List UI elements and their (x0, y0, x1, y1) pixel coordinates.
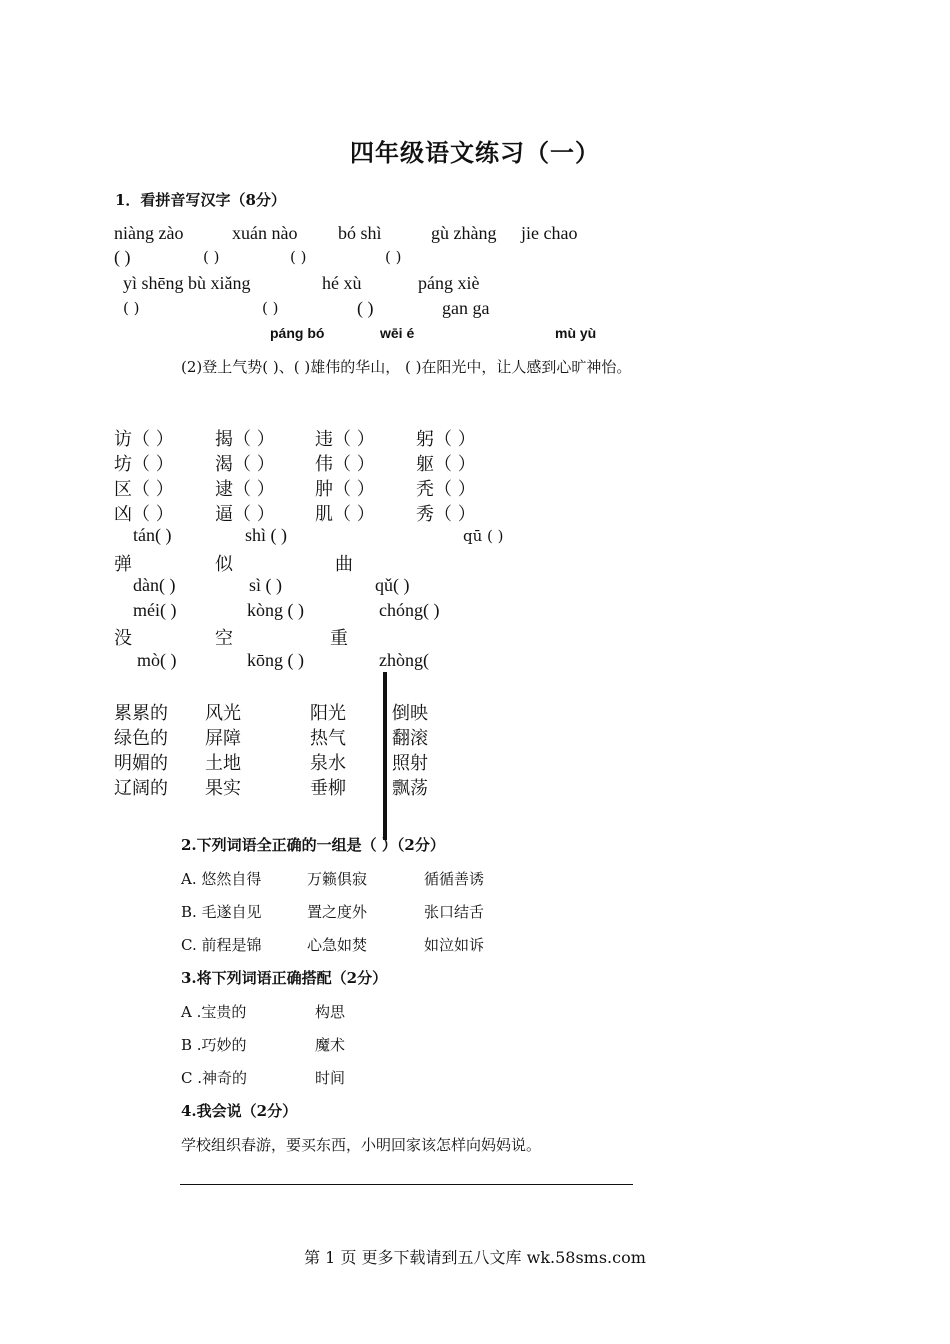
pinyin: páng xiè (418, 273, 480, 293)
pinyin: páng bó (270, 325, 325, 341)
q1-heading: 1．看拼音写汉字（8分） (115, 191, 286, 209)
match-word: 土地 (205, 753, 241, 774)
match-word: 泉水 (310, 753, 346, 774)
pinyin: yì shēng bù xiǎng (123, 273, 251, 293)
char-item: 访（ ） (114, 429, 174, 450)
q4-prompt: 学校组织春游，要买东西，小明回家该怎样向妈妈说。 (181, 1136, 542, 1154)
pinyin: hé xù (322, 273, 362, 293)
char-item: 肌（ ） (315, 504, 375, 525)
match-word: 绿色的 (114, 728, 168, 749)
match-word: 累累的 (114, 703, 168, 724)
match-word: 阳光 (310, 703, 346, 724)
answer-line[interactable] (180, 1184, 633, 1185)
pair-left: B .巧妙的 (181, 1036, 247, 1054)
pinyin: mò( ) (137, 650, 177, 670)
pinyin: mù yù (555, 325, 597, 341)
match-word: 翻滚 (392, 728, 428, 749)
pair-right: 魔术 (315, 1036, 346, 1054)
pinyin: bó shì (338, 223, 382, 243)
option-a-word: 循循善诱 (424, 870, 485, 888)
pinyin: shì ( ) (245, 525, 287, 545)
match-word: 飘荡 (392, 778, 428, 799)
match-word: 风光 (205, 703, 241, 724)
match-word: 辽阔的 (114, 778, 168, 799)
divider-line (383, 672, 387, 840)
match-word: 果实 (205, 778, 241, 799)
pair-right: 构思 (315, 1003, 346, 1021)
char: 似 (215, 554, 233, 575)
option-c[interactable]: C. 前程是锦 (181, 936, 262, 954)
pinyin: qǔ( ) (375, 575, 410, 595)
char-item: 渴（ ） (215, 454, 275, 475)
answer-blank[interactable]: ( ) (203, 248, 220, 266)
char-item: 秃（ ） (416, 479, 476, 500)
char-item: 凶（ ） (114, 504, 174, 525)
char-item: 区（ ） (114, 479, 174, 500)
char-item: 逼（ ） (215, 504, 275, 525)
match-word: 热气 (310, 728, 346, 749)
char-item: 躯（ ） (416, 454, 476, 475)
answer-blank[interactable]: ( ) (262, 299, 279, 317)
char-item: 肿（ ） (315, 479, 375, 500)
option-c-word: 心急如焚 (307, 936, 368, 954)
pinyin: chóng( ) (379, 600, 440, 620)
char-item: 秀（ ） (416, 504, 476, 525)
pair-left: C .神奇的 (181, 1069, 248, 1087)
char-item: 逮（ ） (215, 479, 275, 500)
pair-left: A .宝贵的 (181, 1003, 247, 1021)
pinyin: méi( ) (133, 600, 177, 620)
pinyin: jie chao (521, 223, 578, 243)
pinyin: niàng zào (114, 223, 184, 243)
answer-blank[interactable]: ( ) (290, 248, 307, 266)
pinyin: qū ( ) (463, 527, 504, 545)
option-a-word: 万籁俱寂 (307, 870, 368, 888)
pinyin: gan ga (442, 298, 490, 318)
pinyin: xuán nào (232, 223, 298, 243)
option-b-word: 置之度外 (307, 903, 368, 921)
char: 曲 (335, 554, 353, 575)
pinyin: dàn( ) (133, 575, 176, 595)
char: 空 (215, 628, 233, 649)
pinyin: zhòng( (379, 650, 429, 670)
option-c-word: 如泣如诉 (424, 936, 485, 954)
pinyin: sì ( ) (249, 575, 282, 595)
pinyin: tán( ) (133, 525, 172, 545)
char-item: 违（ ） (315, 429, 375, 450)
char-item: 揭（ ） (215, 429, 275, 450)
q4-heading: 4.我会说（2分） (181, 1102, 298, 1120)
q3-heading: 3.将下列词语正确搭配（2分） (181, 969, 388, 987)
char-item: 坊（ ） (114, 454, 174, 475)
char: 弹 (114, 554, 132, 575)
char-item: 躬（ ） (416, 429, 476, 450)
match-word: 明媚的 (114, 753, 168, 774)
answer-blank[interactable]: ( ) (385, 248, 402, 266)
match-word: 倒映 (392, 703, 428, 724)
match-word: 垂柳 (310, 778, 346, 799)
char: 没 (114, 628, 132, 649)
option-b-word: 张口结舌 (424, 903, 485, 921)
pinyin: wēi é (380, 325, 415, 341)
match-word: 照射 (392, 753, 428, 774)
fill-sentence: (2)登上气势( )、( )雄伟的华山， ( )在阳光中，让人感到心旷神怡。 (181, 358, 632, 376)
char: 重 (330, 628, 348, 649)
option-b[interactable]: B. 毛遂自见 (181, 903, 262, 921)
answer-blank[interactable]: ( ) (114, 247, 131, 267)
answer-blank[interactable]: ( ) (123, 299, 140, 317)
q2-heading: 2.下列词语全正确的一组是（ ）（2分） (181, 836, 445, 854)
option-a[interactable]: A. 悠然自得 (181, 870, 262, 888)
char-item: 伟（ ） (315, 454, 375, 475)
match-word: 屏障 (205, 728, 241, 749)
pinyin: gù zhàng (431, 223, 497, 243)
pinyin: kōng ( ) (247, 650, 304, 670)
answer-blank[interactable]: ( ) (357, 298, 374, 318)
pair-right: 时间 (315, 1069, 346, 1087)
page-footer: 第 1 页 更多下载请到五八文库 wk.58sms.com (304, 1248, 646, 1267)
page-title: 四年级语文练习（一） (350, 138, 600, 167)
pinyin: kòng ( ) (247, 600, 304, 620)
